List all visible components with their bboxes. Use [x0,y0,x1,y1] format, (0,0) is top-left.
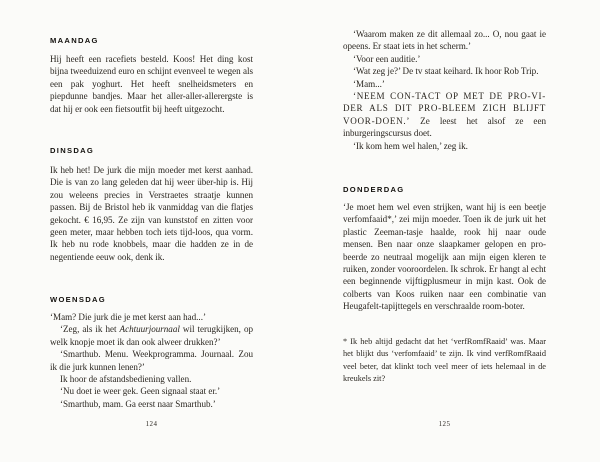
page-number-left: 124 [145,420,158,428]
paragraph-maandag [50,53,253,115]
dialog-line: Ik hoor de afstandsbediening vallen. [60,374,192,385]
section-heading-donderdag: DONDERDAG [343,185,405,194]
dialog-line: ‘Voor een auditie.’ [353,53,421,64]
dialog-line-part: Ze leest het alsof ze een inburgeringscursus doet. [343,115,546,139]
dialog-line: ‘Mam? Die jurk die je met kerst aan had...’ [50,312,206,322]
dialog-line: ‘Nu doet ie weer gek. Geen signaal staat er.’ [60,386,221,397]
section-heading-maandag: MAANDAG [50,36,99,45]
paragraph-dinsdag [50,164,253,263]
dialog-line: ‘Smarthub, mam. Ga eerst naar Smarthub.’ [60,398,216,409]
dialog-line-part: wil terugkijken, op welk knopje moet ik dan ook alweer drukken?’ [50,324,253,347]
paragraph-donderdag [343,201,546,313]
page-right [300,0,600,462]
paragraph-text: ‘Je moet hem wel even strijken, want hij is een beetje verfomfaaid*,’ zei mijn moeder. Toen ik de jurk uit het plastic Zeeman-tasje haalde, rook hij naar oude mensen. Ben naar onze slaapkamer gelopen en pro-beerde zo neutraal mogelijk aan mijn eigen kleren te ruiken, zonder vooroordelen. Ik schrok. Er hangt al echt een beginnende vijftigplusmeur in mijn kast. Ook de colberts van Koos ruiken naar een combinatie van Heugafelt-tapijttegels en verschraalde room-boter. [343,202,546,312]
section-heading-woensdag: WOENSDAG [50,295,106,304]
dialog-line-part: ‘Zeg, als ik het [60,324,120,335]
footnote: * Ik heb altijd gedacht dat het ‘verfRomfRaaid’ was. Maar het blijkt dus ‘verfomfaaid’ te zijn. Ik vind verfRomfRaaid veel beter, dat klinkt toch veel meer of iets helemaal in de kreukels zit? [343,337,546,384]
paragraph-text: Ik heb het! De jurk die mijn moeder met kerst aanhad. Die is van zo lang geleden dat hij weer über-hip is. Hij zou weleens precies in Verstraetes straatje kunnen passen. Bij de Bristol heb ik vanmiddag van die flatjes gekocht. € 16,95. Ze zijn van kunststof en zitten voor geen meter, maar hebben toch iets tijd-loos, qua vorm. Ik heb nu rode knobbels, maar die hadden ze in de negentiende eeuw ook, denk ik. [50,165,253,262]
dialog-continuation [343,28,546,152]
dialog-line: ‘Ik kom hem wel halen,’ zeg ik. [353,140,468,151]
page-number-right: 125 [438,420,451,428]
dialog-line: ‘Mam...’ [353,78,385,89]
paragraph-text: Hij heeft een racefiets besteld. Koos! Het ding kost bijna tweeduizend euro en schijnt evenveel te wegen als een pak yoghurt. Het heeft snelheidsmeters en piepdunne bandjes. Maar het aller-aller-allerergste is dat hij er ook een fietsoutfit bij heeft uitgezocht. [50,54,253,114]
dialog-woensdag [50,311,253,410]
section-heading-dinsdag: DINSDAG [50,146,95,155]
dialog-line [50,323,253,348]
dialog-line [343,90,546,140]
dialog-line-italic: Achtuurjournaal [119,324,180,335]
dialog-line: ‘Smarthub. Menu. Weekprogramma. Journaal. Zou ik die jurk kunnen lenen?’ [50,349,253,372]
dialog-line: ‘Wat zeg je?’ De tv staat keihard. Ik hoor Rob Trip. [353,66,539,77]
dialog-line: ‘Waarom maken ze dit allemaal zo... O, nou gaat ie opeens. Er staat iets in het scherm.’ [343,29,546,52]
dialog-line-caps: ‘NEEM CON-TACT OP MET DE PRO-VI-DER ALS DIT PRO-BLEEM ZICH BLIJFT VOOR-DOEN.’ [343,91,546,126]
